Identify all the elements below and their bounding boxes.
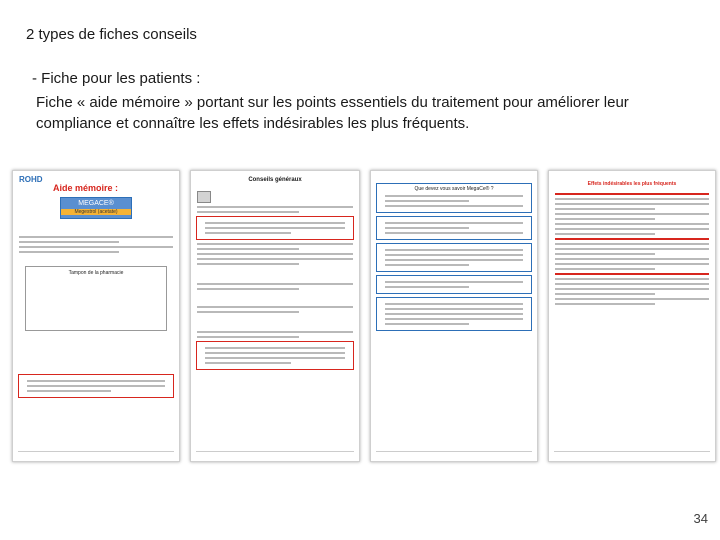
drug-subtitle: Megestrol (acetate) [61,209,131,215]
conseils-heading: Conseils généraux [248,177,302,183]
drug-name: MEGACE® [78,200,114,207]
fiche-thumbnail-3 [370,170,538,462]
fiche-thumbnail-1 [12,170,180,462]
megace-heading: Que devez vous savoir MegaCe® ? [414,186,494,192]
slide-description: Fiche « aide mémoire » portant sur les points essentiels du traitement pour améliorer leur compliance et connaître les effets indésirables les plus fréquents. [36,94,629,132]
page-number: 34 [693,511,708,526]
slide-title: 2 types de fiches conseils [26,26,197,43]
fiche-thumbnail-2 [190,170,360,462]
slide-subtitle: - Fiche pour les patients : [32,70,201,87]
rohd-logo: ROHD [19,175,43,184]
tampon-box: Tampon de la pharmacie [25,266,167,331]
drug-box [60,197,132,219]
effets-heading: Effets indésirables les plus fréquents [587,181,677,187]
aide-memoire-heading: Aide mémoire : [53,183,119,193]
fiche-thumbnail-4 [548,170,716,462]
